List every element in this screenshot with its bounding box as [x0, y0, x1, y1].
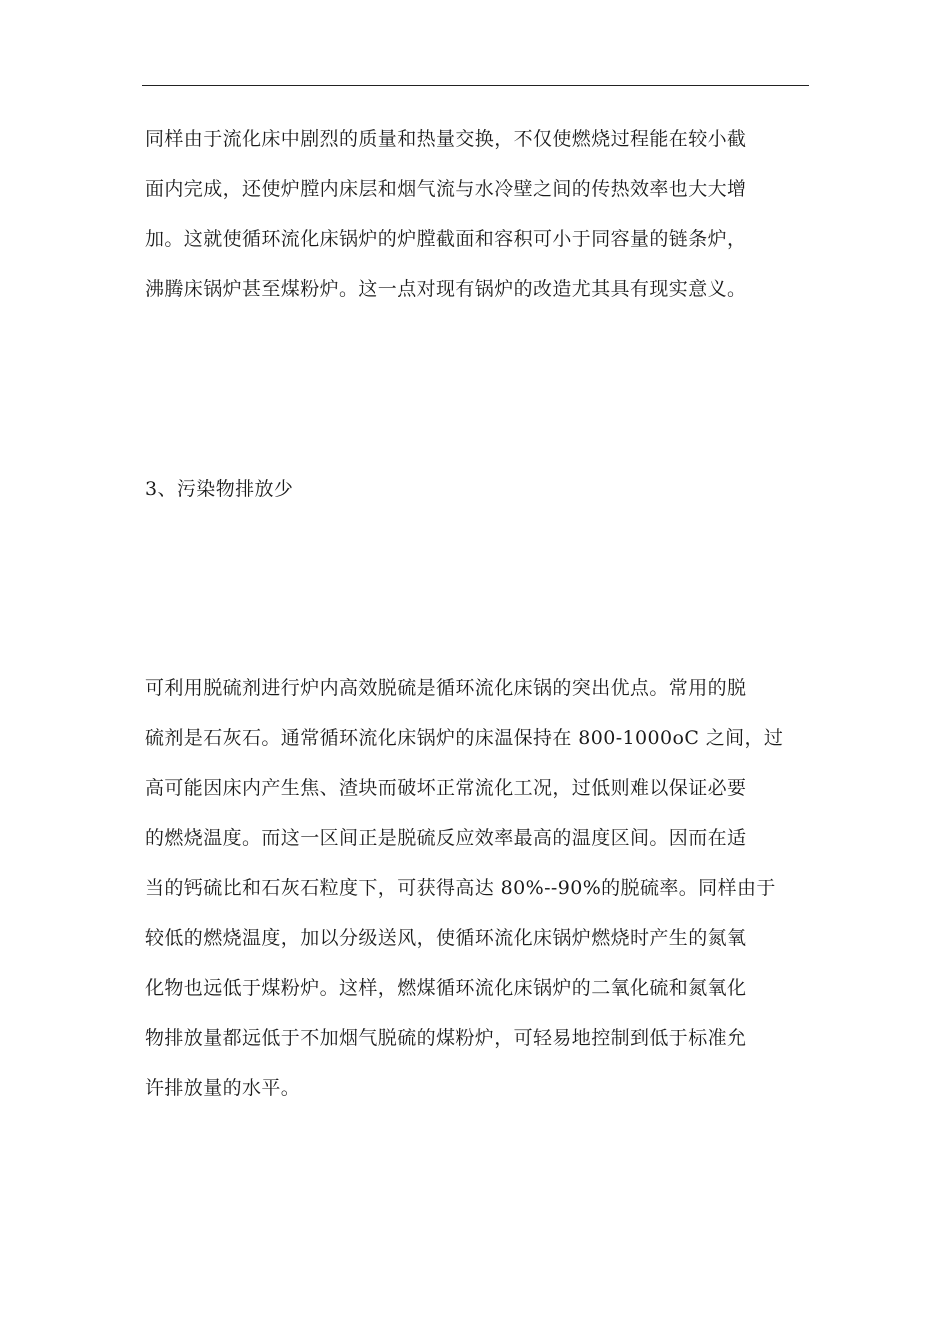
paragraph-line: 面内完成，还使炉膛内床层和烟气流与水冷壁之间的传热效率也大大增 — [145, 178, 747, 200]
paragraph-line: 物排放量都远低于不加烟气脱硫的煤粉炉，可轻易地控制到低于标准允 — [145, 1027, 747, 1049]
paragraph-heat-transfer — [145, 114, 805, 314]
paragraph-line: 许排放量的水平。 — [145, 1077, 301, 1099]
header-rule — [142, 85, 809, 86]
paragraph-line: 可利用脱硫剂进行炉内高效脱硫是循环流化床锅的突出优点。常用的脱 — [145, 677, 747, 699]
paragraph-line: 化物也远低于煤粉炉。这样，燃煤循环流化床锅炉的二氧化硫和氮氧化 — [145, 977, 747, 999]
paragraph-line: 当的钙硫比和石灰石粒度下，可获得高达 80%--90%的脱硫率。同样由于 — [145, 877, 776, 899]
paragraph-line: 沸腾床锅炉甚至煤粉炉。这一点对现有锅炉的改造尤其具有现实意义。 — [145, 278, 747, 300]
section-heading — [145, 464, 805, 514]
paragraph-line: 加。这就使循环流化床锅炉的炉膛截面和容积可小于同容量的链条炉， — [145, 228, 747, 250]
paragraph-line: 高可能因床内产生焦、渣块而破坏正常流化工况，过低则难以保证必要 — [145, 777, 747, 799]
paragraph-line: 较低的燃烧温度，加以分级送风，使循环流化床锅炉燃烧时产生的氮氧 — [145, 927, 747, 949]
paragraph-desulfurization — [145, 663, 805, 1113]
paragraph-line: 的燃烧温度。而这一区间正是脱硫反应效率最高的温度区间。因而在适 — [145, 827, 747, 849]
section-heading-text: 3、污染物排放少 — [145, 478, 294, 500]
paragraph-line: 硫剂是石灰石。通常循环流化床锅炉的床温保持在 800-1000oC 之间，过 — [145, 727, 784, 749]
paragraph-line: 同样由于流化床中剧烈的质量和热量交换，不仅使燃烧过程能在较小截 — [145, 128, 747, 150]
